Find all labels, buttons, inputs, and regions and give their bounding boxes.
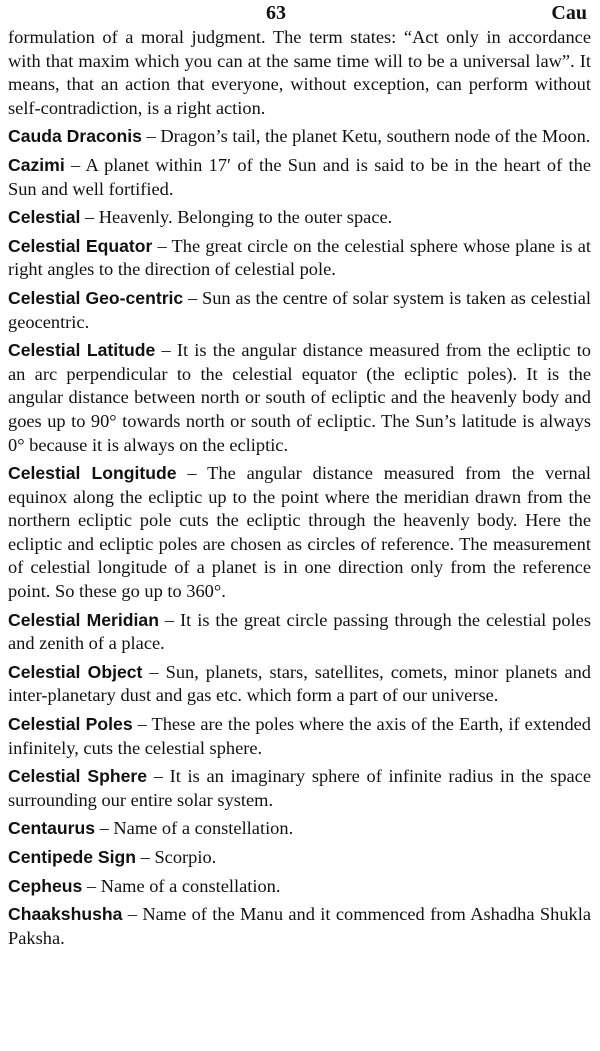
entry-term: Centaurus (8, 818, 96, 839)
entry-term: Celestial Geo-centric (8, 287, 184, 308)
glossary-entry: Celestial Equator – The great circle on the celestial sphere whose plane is at right angles to the direction of celestial pole. (8, 235, 591, 280)
entry-definition: Name of a constellation. (100, 875, 281, 896)
entry-term: Celestial (8, 207, 81, 228)
entry-definition: A planet within 17′ of the Sun and is said to be in the heart of the Sun and well fortified. (8, 154, 591, 199)
glossary-entry: Centaurus – Name of a constellation. (8, 818, 294, 839)
entry-term: Chaakshusha (8, 904, 123, 925)
glossary-entries (8, 125, 591, 950)
entry-list (8, 26, 591, 950)
entry-term: Centipede Sign (8, 847, 137, 867)
glossary-entry: Celestial Sphere – It is an imaginary sphere of infinite radius in the space surrounding our entire solar system. (8, 766, 592, 810)
entry-definition: It is the angular distance measured from the ecliptic to an arc perpendicular to the celestial equator (the ecliptic poles). It is the angular distance between north or south of ecliptic and the heavenly body and goes up to 90° towards north or south of ecliptic. The Sun’s latitude is always 0° because it is always on the ecliptic. (8, 340, 591, 455)
entry-definition: Sun, planets, stars, satellites, comets, minor planets and inter-planetary dust and gas etc. which form a part of our universe. (8, 661, 591, 706)
glossary-entry: Cauda Draconis – Dragon’s tail, the planet Ketu, southern node of the Moon. (8, 126, 591, 147)
entry-definition: The angular distance measured from the vernal equinox along the ecliptic up to the point where the meridian drawn from the northern ecliptic pole cuts the ecliptic through the heavenly body. Here the ecliptic and ecliptic poles are chosen as circles of reference. The measurement of celestial longitude of a planet is in one direction only from the reference point. So these go up to 360°. (8, 463, 591, 602)
glossary-entry: Celestial Latitude – It is the angular distance measured from the ecliptic to an arc perpendicular to the celestial equator (the ecliptic poles). It is the angular distance between north or south of ecliptic and the heavenly body and goes up to 90° towards north or south of ecliptic. The Sun’s latitude is always 0° because it is always on the ecliptic. (8, 340, 591, 455)
glossary-entry: Celestial Object – Sun, planets, stars, satellites, comets, minor planets and inter-planetary dust and gas etc. which form a part of our universe. (8, 661, 591, 706)
entry-term: Cepheus (8, 875, 83, 896)
entry-definition: Dragon’s tail, the planet Ketu, southern node of the Moon. (160, 126, 591, 147)
glossary-entry: Centipede Sign – Scorpio. (8, 847, 217, 867)
entry-definition: Name of the Manu and it commenced from Ashadha Shukla Paksha. (8, 904, 591, 948)
entry-term: Celestial Equator (8, 235, 153, 256)
entry-term: Celestial Latitude (8, 340, 156, 361)
continued-entry-text: formulation of a moral judgment. The term states: “Act only in accordance with that maxim which you can at the same time will to be a universal law”. It means, that an action that everyone, without exception, can perform without self-contradiction, is a right action. (8, 27, 591, 118)
entry-definition: Heavenly. Belonging to the outer space. (98, 207, 393, 228)
entry-term: Celestial Sphere (8, 766, 148, 787)
entry-term: Cazimi (8, 154, 65, 175)
page-header (8, 0, 591, 26)
entry-definition: These are the poles where the axis of the Earth, if extended infinitely, cuts the celestial sphere. (8, 714, 592, 758)
entry-term: Celestial Object (8, 661, 143, 682)
entry-definition: The great circle on the celestial sphere whose plane is at right angles to the direction of celestial pole. (8, 235, 591, 280)
glossary-entry: Cazimi – A planet within 17′ of the Sun and is said to be in the heart of the Sun and well fortified. (8, 154, 591, 199)
entry-term: Celestial Meridian (8, 609, 159, 630)
glossary-entry: Cepheus – Name of a constellation. (8, 875, 281, 896)
glossary-entry: Celestial Longitude – The angular distance measured from the vernal equinox along the ecliptic up to the point where the meridian drawn from the northern ecliptic pole cuts the ecliptic through the heavenly body. Here the ecliptic and ecliptic poles are chosen as circles of reference. The measurement of celestial longitude of a planet is in one direction only from the reference point. So these go up to 360°. (8, 463, 591, 602)
page-number: 63 (266, 2, 286, 24)
entry-definition: It is an imaginary sphere of infinite radius in the space surrounding our entire solar system. (8, 766, 592, 810)
glossary-entry: Celestial Geo-centric – Sun as the centre of solar system is taken as celestial geocentric. (8, 287, 591, 332)
glossary-entry: Celestial Poles – These are the poles where the axis of the Earth, if extended infinitely, cuts the celestial sphere. (8, 714, 592, 758)
entry-term: Cauda Draconis (8, 126, 142, 147)
running-head: Cau (551, 2, 587, 24)
entry-term: Celestial Longitude (8, 463, 177, 484)
entry-term: Celestial Poles (8, 714, 133, 735)
glossary-entry: Celestial – Heavenly. Belonging to the outer space. (8, 207, 393, 228)
entry-definition: Scorpio. (154, 847, 217, 867)
entry-definition: It is the great circle passing through the celestial poles and zenith of a place. (8, 609, 591, 654)
glossary-entry: Celestial Meridian – It is the great circle passing through the celestial poles and zenith of a place. (8, 609, 591, 654)
entry-definition: Sun as the centre of solar system is taken as celestial geocentric. (8, 287, 591, 332)
glossary-entry: Chaakshusha – Name of the Manu and it commenced from Ashadha Shukla Paksha. (8, 904, 591, 948)
entry-definition: Name of a constellation. (113, 818, 294, 839)
